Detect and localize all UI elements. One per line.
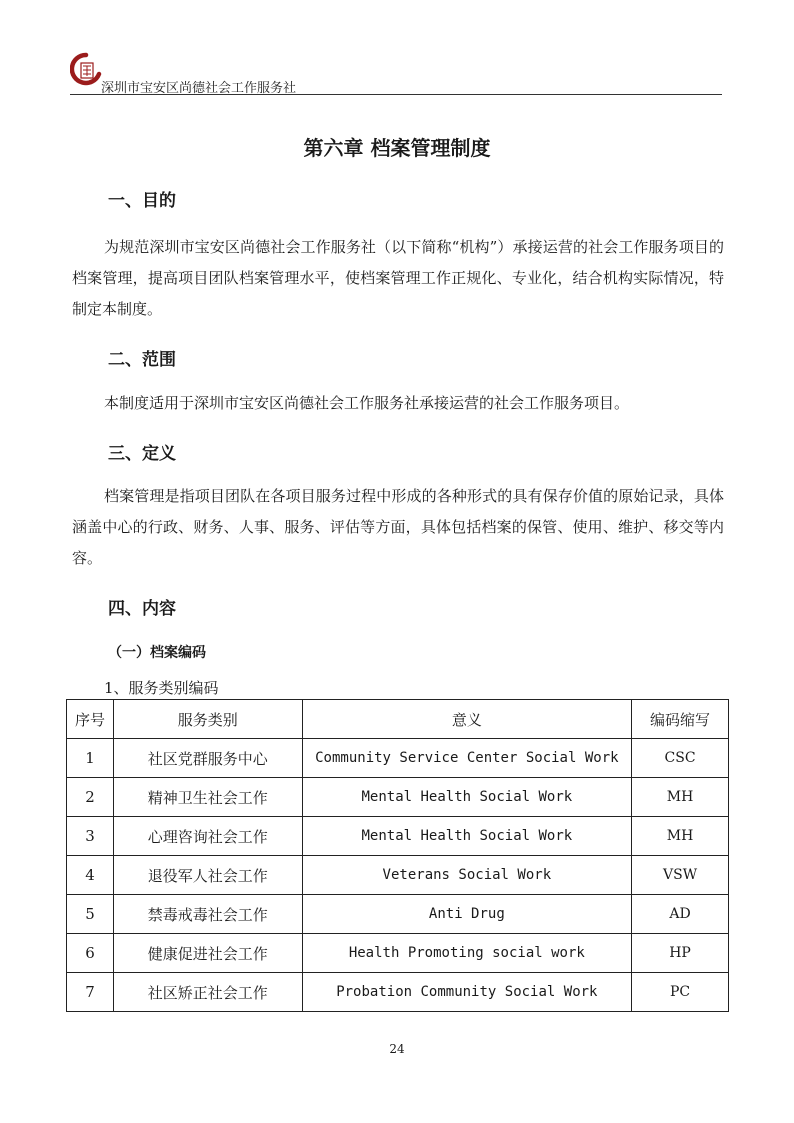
cell-code: MH [632,778,729,817]
section-heading-scope: 二、范围 [108,350,176,370]
cell-index: 4 [67,856,114,895]
cell-code: MH [632,817,729,856]
table-row [67,778,729,817]
cell-index: 6 [67,934,114,973]
cell-code: HP [632,934,729,973]
section-heading-purpose: 一、目的 [108,191,176,211]
cell-code: VSW [632,856,729,895]
cell-service-category: 健康促进社会工作 [113,934,302,973]
page-header [70,50,722,95]
column-header-code-abbreviation: 编码缩写 [632,700,729,739]
column-header-meaning: 意义 [302,700,632,739]
section-paragraph-definition: 档案管理是指项目团队在各项目服务过程中形成的各种形式的具有保存价值的原始记录，具体涵盖中心的行政、财务、人事、服务、评估等方面，具体包括档案的保管、使用、维护、移交等内容。 [72,487,724,567]
cell-meaning: Probation Community Social Work [302,973,632,1012]
section-paragraph-scope: 本制度适用于深圳市宝安区尚德社会工作服务社承接运营的社会工作服务项目。 [104,394,630,412]
cell-meaning: Health Promoting social work [302,934,632,973]
table-row [67,856,729,895]
cell-code: CSC [632,739,729,778]
cell-code: PC [632,973,729,1012]
cell-service-category: 禁毒戒毒社会工作 [113,895,302,934]
cell-service-category: 心理咨询社会工作 [113,817,302,856]
organization-name: 深圳市宝安区尚德社会工作服务社 [101,81,297,96]
table-row [67,895,729,934]
cell-service-category: 退役军人社会工作 [113,856,302,895]
column-header-index: 序号 [67,700,114,739]
cell-index: 7 [67,973,114,1012]
section-heading-content: 四、内容 [108,599,176,619]
subsection-heading-archive-coding: （一）档案编码 [108,645,206,661]
cell-service-category: 社区党群服务中心 [113,739,302,778]
cell-index: 5 [67,895,114,934]
cell-meaning: Mental Health Social Work [302,778,632,817]
cell-index: 1 [67,739,114,778]
list-label-service-category-coding: 1、服务类别编码 [104,679,219,697]
table-row [67,817,729,856]
header-divider [70,94,722,95]
section-paragraph-purpose: 为规范深圳市宝安区尚德社会工作服务社（以下简称“机构”）承接运营的社会工作服务项目的档案管理，提高项目团队档案管理水平，使档案管理工作正规化、专业化，结合机构实际情况，特制定本制度。 [72,238,724,318]
cell-index: 3 [67,817,114,856]
seal-logo-icon [70,52,102,88]
page-number: 24 [389,1042,405,1056]
table-row [67,934,729,973]
cell-service-category: 社区矫正社会工作 [113,973,302,1012]
table-row [67,973,729,1012]
cell-meaning: Veterans Social Work [302,856,632,895]
table-row [67,739,729,778]
section-heading-definition: 三、定义 [108,444,176,464]
cell-meaning: Community Service Center Social Work [302,739,632,778]
cell-code: AD [632,895,729,934]
cell-index: 2 [67,778,114,817]
chapter-title: 第六章 档案管理制度 [303,136,491,160]
cell-meaning: Anti Drug [302,895,632,934]
table-header-row [67,700,729,739]
column-header-service-category: 服务类别 [113,700,302,739]
service-category-coding-table [66,699,729,1012]
cell-service-category: 精神卫生社会工作 [113,778,302,817]
cell-meaning: Mental Health Social Work [302,817,632,856]
